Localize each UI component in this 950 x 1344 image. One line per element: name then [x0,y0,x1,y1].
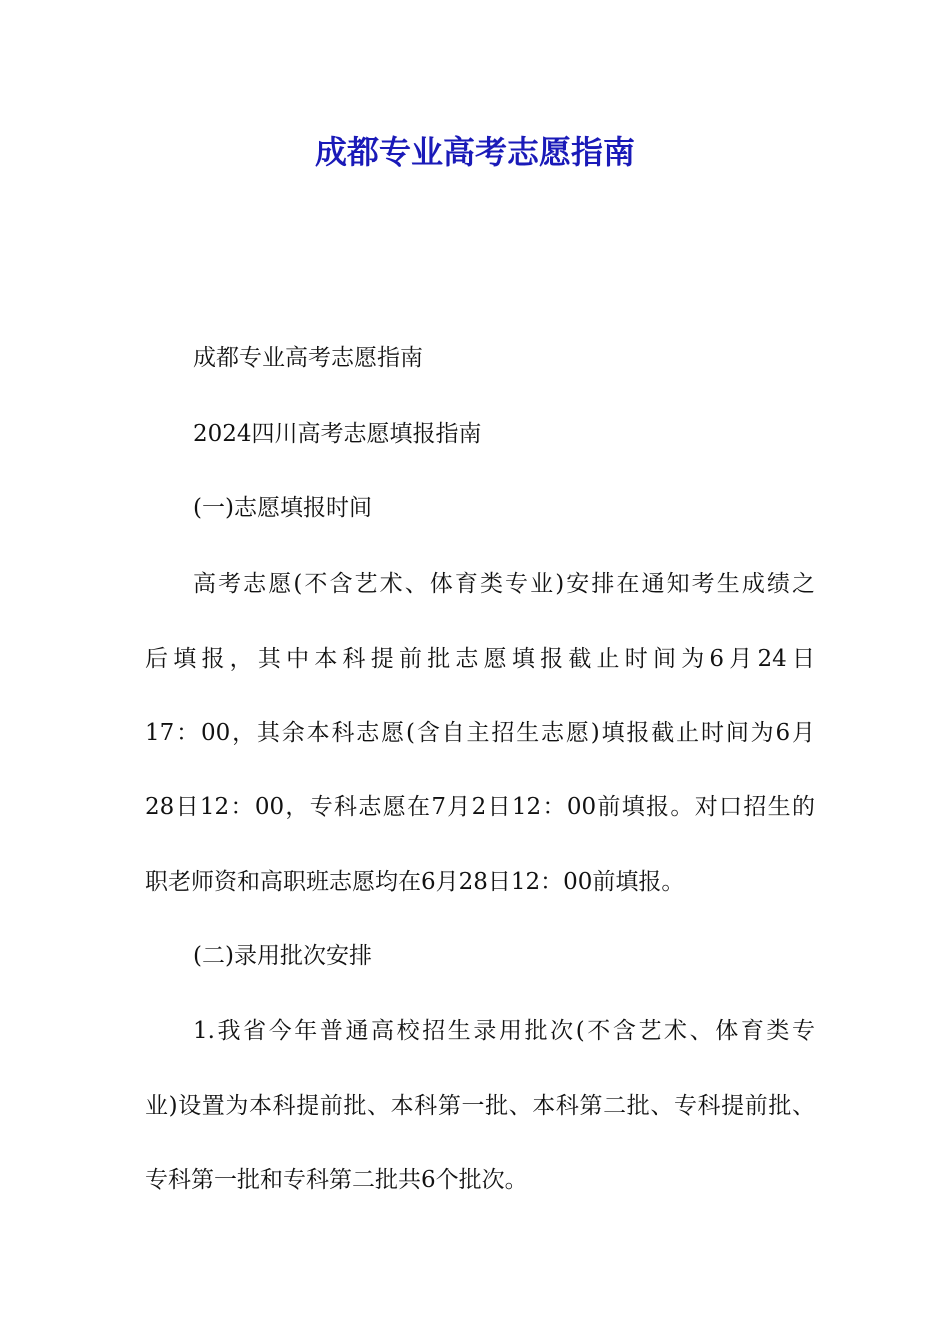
paragraph-batches-line-2: 业)设置为本科提前批、本科第一批、本科第二批、专科提前批、 [145,1093,815,1119]
paragraph-filing-time-line-5: 职老师资和高职班志愿均在6月28日12：00前填报。 [145,869,685,895]
paragraph-filing-time-line-2: 后填报，其中本科提前批志愿填报截止时间为6月24日 [145,646,815,672]
section-heading-filing-time: (一)志愿填报时间 [193,495,372,521]
paragraph-filing-time-line-3: 17：00，其余本科志愿(含自主招生志愿)填报截止时间为6月 [145,720,815,746]
document-title: 成都专业高考志愿指南 [314,133,635,171]
paragraph-batches-line-1: 1.我省今年普通高校招生录用批次(不含艺术、体育类专 [193,1018,815,1044]
paragraph-filing-time-line-4: 28日12：00，专科志愿在7月2日12：00前填报。对口招生的 [145,794,815,820]
paragraph-filing-time-line-1: 高考志愿(不含艺术、体育类专业)安排在通知考生成绩之 [193,571,815,597]
paragraph-subtitle: 成都专业高考志愿指南 [193,345,423,371]
paragraph-heading-2024-guide: 2024四川高考志愿填报指南 [193,421,482,447]
paragraph-batches-line-3: 专科第一批和专科第二批共6个批次。 [145,1167,528,1193]
section-heading-admission-batches: (二)录用批次安排 [193,943,372,969]
